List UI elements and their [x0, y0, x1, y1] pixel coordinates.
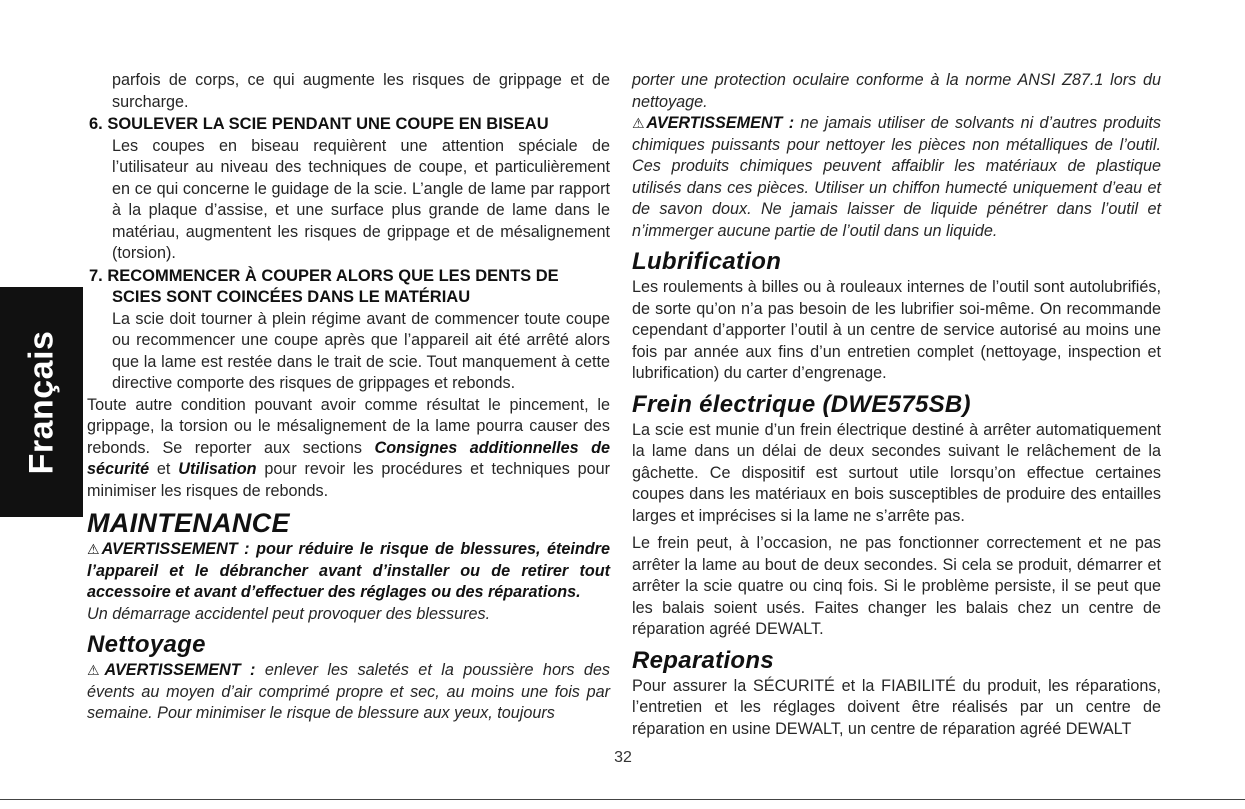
lubrication-heading: Lubrification: [632, 248, 782, 275]
maintenance-warning: [87, 539, 610, 604]
text-run: pour revoir les procédures et techniques pour minimiser les risques de rebonds.: [87, 460, 611, 500]
warning-text: enlever les saletés et la poussière hors des évents au moyen d’air comprimé propre et sec, au moins une fois par semaine. Pour minimiser le risque de blessure aux yeux, toujours: [87, 661, 610, 722]
left-column: [87, 70, 610, 725]
text-run: et: [149, 460, 179, 478]
repairs-heading: Reparations: [632, 646, 775, 674]
item-7-body: La scie doit tourner à plein régime avant de commencer toute coupe ou recommencer une coupe après que l’appareil ait été arrêté alors que la lame est restée dans le trait de scie. Tout manquement à cette directive comporte des risques de grippages et rebonds.: [112, 309, 610, 392]
cleaning-warning-continued: porter une protection oculaire conforme à la norme ANSI Z87.1 lors du nettoyage.: [632, 71, 1161, 111]
warning-icon: ⚠: [87, 541, 102, 557]
cleaning-heading: Nettoyage: [87, 631, 206, 658]
repairs-body: Pour assurer la SÉCURITÉ et la FIABILITÉ du produit, les réparations, l’entretien et les réglages doivent être réalisés par un centre de réparation en usine DEWALT, un centre de réparation agréé DEWALT: [632, 676, 1161, 738]
electric-brake-body-2: Le frein peut, à l’occasion, ne pas fonctionner correctement et ne pas arrêter la lame au bout de deux secondes. Si cela se produit, démarrer et arrêter la scie quatre ou cinq fois. Si le problème persiste, il se peut que les balais soient usés. Faites changer les balais chez un centre de réparation agréé DEWALT.: [632, 534, 1161, 638]
electric-brake-heading: Frein électrique (DWE575SB): [632, 390, 971, 418]
page-number: 32: [614, 749, 632, 766]
text-run: Toute autre condition pouvant avoir comme résultat le pincement, le grippage, la torsion ou le mésalignement de la lame pourra causer des rebonds. Se reporter aux sections: [87, 395, 610, 457]
warning-label: AVERTISSEMENT :: [104, 661, 256, 679]
warning-text: ne jamais utiliser de solvants ni d’autres produits chimiques puissants pour nettoyer les pièces non métalliques de l’outil. Ces produits chimiques peuvent affaiblir les matériaux de plastique utilisés dans ces pièces. Utiliser un chiffon humecté uniquement d’eau et de savon doux. Ne jamais laisser de liquide pénétrer dans l’outil et n’immerger aucune partie de l’outil dans un liquide.: [632, 114, 1161, 240]
electric-brake-body-1: La scie est munie d’un frein électrique destiné à arrêter automatiquement la lame dans un délai de deux secondes suivant le relâchement de la gâchette. Ce dispositif est surtout utile lorsqu’on effectue certaines coupes dans les matériaux en bois susceptibles de produire des entailles larges et imprécises si la lame ne s’arrête pas.: [632, 420, 1161, 525]
right-column: [632, 70, 1161, 740]
lubrication-body: Les roulements à billes ou à rouleaux internes de l’outil sont autolubrifiés, de sorte qu’on n’a pas besoin de les lubrifier soi-même. On recommande cependant d’apporter l’outil à un centre de service autorisé au moins une fois par année aux fins d’un entretien complet (nettoyage, inspection et lubrification) du carter d’engrenage.: [632, 278, 1161, 382]
item-6-heading: 6. SOULEVER LA SCIE PENDANT UNE COUPE EN BISEAU: [89, 115, 549, 133]
maintenance-heading: MAINTENANCE: [87, 508, 290, 538]
solvent-warning: [632, 113, 1161, 242]
other-conditions-paragraph: [87, 395, 610, 503]
item-6-body: Les coupes en biseau requièrent une attention spéciale de l’utilisateur au niveau des techniques de coupe, et particulièrement en ce qui concerne le guidage de la scie. L’angle de lame par rapport à la plaque d’assise, et une surface plus grande de lame dans le matériau, augmentent les risques de grippage et de mésalignement (torsion).: [112, 136, 610, 262]
link-safety-section: Consignes additionnelles de sécurité: [87, 438, 611, 478]
warning-icon: ⚠: [632, 115, 647, 131]
warning-icon: ⚠: [87, 662, 105, 678]
cleaning-warning: [87, 660, 610, 725]
link-operation-section: Utilisation: [178, 460, 257, 478]
language-tab: [0, 287, 83, 517]
maintenance-note: Un démarrage accidentel peut provoquer des blessures.: [87, 604, 491, 623]
warning-text: AVERTISSEMENT : pour réduire le risque de blessures, éteindre l’appareil et le débrancher avant d’installer ou de retirer tout accessoire et avant d’effectuer des réglages ou des réparations.: [87, 540, 610, 601]
warning-label: AVERTISSEMENT :: [646, 114, 795, 132]
language-tab-label: Français: [22, 330, 61, 474]
paragraph-continued: parfois de corps, ce qui augmente les risques de grippage et de surcharge.: [112, 71, 610, 111]
item-7-heading: 7. RECOMMENCER À COUPER ALORS QUE LES DENTS DE SCIES SONT COINCÉES DANS LE MATÉRIAU: [89, 266, 559, 306]
